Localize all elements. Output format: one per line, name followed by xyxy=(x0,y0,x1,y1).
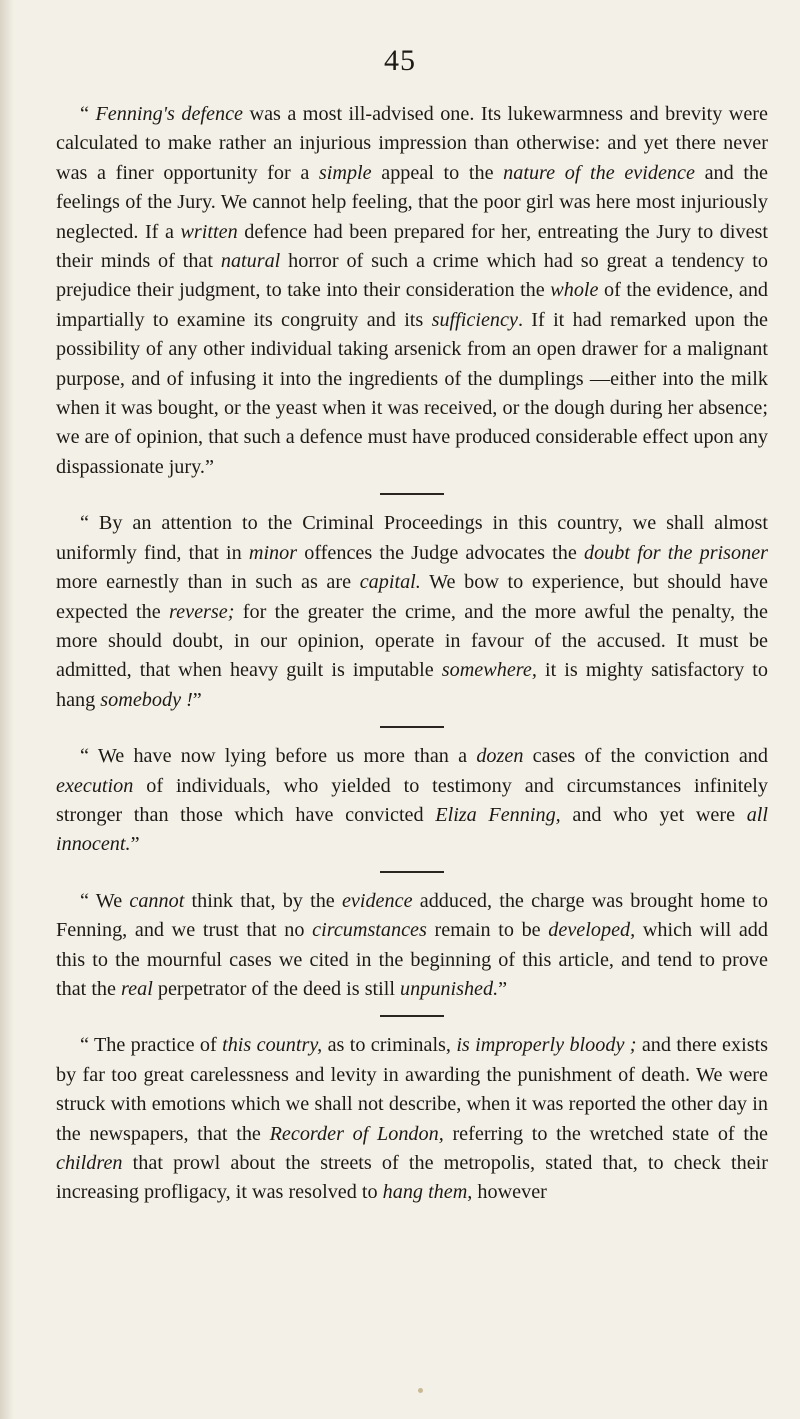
paragraph-1 xyxy=(56,100,768,482)
text-run: was a most ill-advised one. Its lukewarmness and brevity were calculated to make rather an injurious impression than otherwise: and yet there never was a finer opportunity for a xyxy=(56,103,768,184)
italic-text: developed, xyxy=(548,919,636,942)
italic-text: Fenning's xyxy=(95,103,175,125)
text-run: “ The practice of xyxy=(80,1034,223,1057)
text-run: ” xyxy=(192,688,202,711)
italic-text: natural xyxy=(220,250,281,273)
italic-text: Eliza Fenning, xyxy=(435,803,561,826)
italic-text: somebody ! xyxy=(100,688,193,711)
section-divider xyxy=(380,726,444,728)
italic-text: children xyxy=(56,1152,123,1174)
italic-text: circumstances xyxy=(312,919,427,942)
text-run: “ We xyxy=(80,889,130,912)
italic-text: dozen xyxy=(476,745,524,768)
text-run: of individuals, who yielded to testimony and circumstances infinitely stronger than those which have convicted xyxy=(56,774,768,826)
text-run: however xyxy=(472,1181,547,1204)
text-run: think that, by the xyxy=(184,889,342,912)
text-run: offences the Judge advocates the xyxy=(297,541,584,564)
italic-text: Recorder of London, xyxy=(269,1122,444,1145)
italic-text: is improperly bloody ; xyxy=(456,1034,637,1057)
italic-text: evidence xyxy=(341,889,413,912)
text-run: that prowl about the streets of the metropolis, stated that, to check their increasing profligacy, it was resolved to xyxy=(56,1152,768,1204)
page-number: 45 xyxy=(384,44,416,77)
italic-text: capital. xyxy=(359,571,421,594)
text-run: “ xyxy=(80,103,96,125)
italic-text: simple xyxy=(318,161,372,184)
text-run: . If it had remarked upon the possibility of any other individual taking arsenick from an open drawer for a malignant purpose, and of infusing it into the ingredients of the dumplings —either into the milk when it was bought, or the yeast when it was received, or the dough during her absence; we are of opinion, that such a defence must have produced considerable effect upon any dispassionate jury.” xyxy=(56,308,768,478)
text-run: as to criminals, xyxy=(322,1034,457,1057)
text-run: ” xyxy=(130,833,140,856)
italic-text: sufficiency xyxy=(431,308,518,331)
text-run: and who yet were xyxy=(560,803,747,826)
italic-text: hang them, xyxy=(382,1181,473,1204)
binding-edge xyxy=(0,0,14,1419)
body-text xyxy=(56,100,768,1208)
section-divider xyxy=(380,1015,444,1017)
text-run: cases of the conviction and xyxy=(523,745,768,768)
text-run: perpetrator of the deed is still xyxy=(152,977,401,1000)
paragraph-2 xyxy=(56,509,768,715)
italic-text: execution xyxy=(56,774,134,797)
text-run: defence had been prepared for her, entreating the Jury to divest their minds of that xyxy=(56,220,769,273)
text-run: appeal to the xyxy=(371,161,504,184)
italic-text: unpunished. xyxy=(400,977,499,1000)
text-run: adduced, the charge was brought home to Fenning, and we trust that no xyxy=(56,889,768,942)
text-run: ” xyxy=(498,977,508,1000)
italic-text: reverse; xyxy=(169,600,235,623)
paragraph-4 xyxy=(56,887,768,1005)
text-run: for the greater the crime, and the more awful the penalty, the more should doubt, in our opinion, operate in favour of the accused. It must be admitted, that when heavy guilt is imputable xyxy=(56,600,768,682)
italic-text: somewhere, xyxy=(441,659,537,682)
italic-text: defence xyxy=(181,103,244,125)
italic-text: written xyxy=(180,220,238,243)
text-run: and the feelings of the Jury. We cannot help feeling, that the poor girl was here most injuriously neglected. If a xyxy=(56,161,769,243)
section-divider xyxy=(380,493,444,495)
text-run: referring to the wretched state of the xyxy=(443,1122,768,1145)
text-run: remain to be xyxy=(426,919,549,942)
text-run: We bow to experience, but should have expected the xyxy=(56,571,768,623)
italic-text: whole xyxy=(550,279,599,302)
italic-text: this country, xyxy=(222,1034,323,1057)
text-run: which will add this to the mournful cases we cited in the beginning of this article, and tend to prove that the xyxy=(56,919,768,1000)
paragraph-5 xyxy=(56,1031,768,1207)
italic-text: all innocent. xyxy=(56,803,769,856)
text-run: more earnestly than in such as are xyxy=(56,571,360,594)
italic-text: nature of the evidence xyxy=(503,161,695,184)
italic-text: minor xyxy=(248,541,298,564)
text-run: it is mighty satisfactory to hang xyxy=(56,659,769,711)
text-run: “ By an attention to the Criminal Proceedings in this country, we shall almost uniformly find, that in xyxy=(56,512,768,564)
text-run: “ We have now lying before us more than a xyxy=(80,745,477,768)
paragraph-3 xyxy=(56,742,768,860)
italic-text: doubt for the prisoner xyxy=(583,541,769,564)
italic-text: cannot xyxy=(129,889,185,912)
text-run: and there exists by far too great carelessness and levity in awarding the punishment of death. We were struck with emotions which we shall not describe, when it was reported the other day in the newspapers, that the xyxy=(56,1034,769,1145)
paper-speck xyxy=(418,1388,423,1393)
section-divider xyxy=(380,871,444,873)
text-run: horror of such a crime which had so great a tendency to prejudice their judgment, to take into their consideration the xyxy=(56,250,768,302)
italic-text: real xyxy=(121,977,153,1000)
text-run: of the evidence, and impartially to examine its congruity and its xyxy=(56,279,769,331)
